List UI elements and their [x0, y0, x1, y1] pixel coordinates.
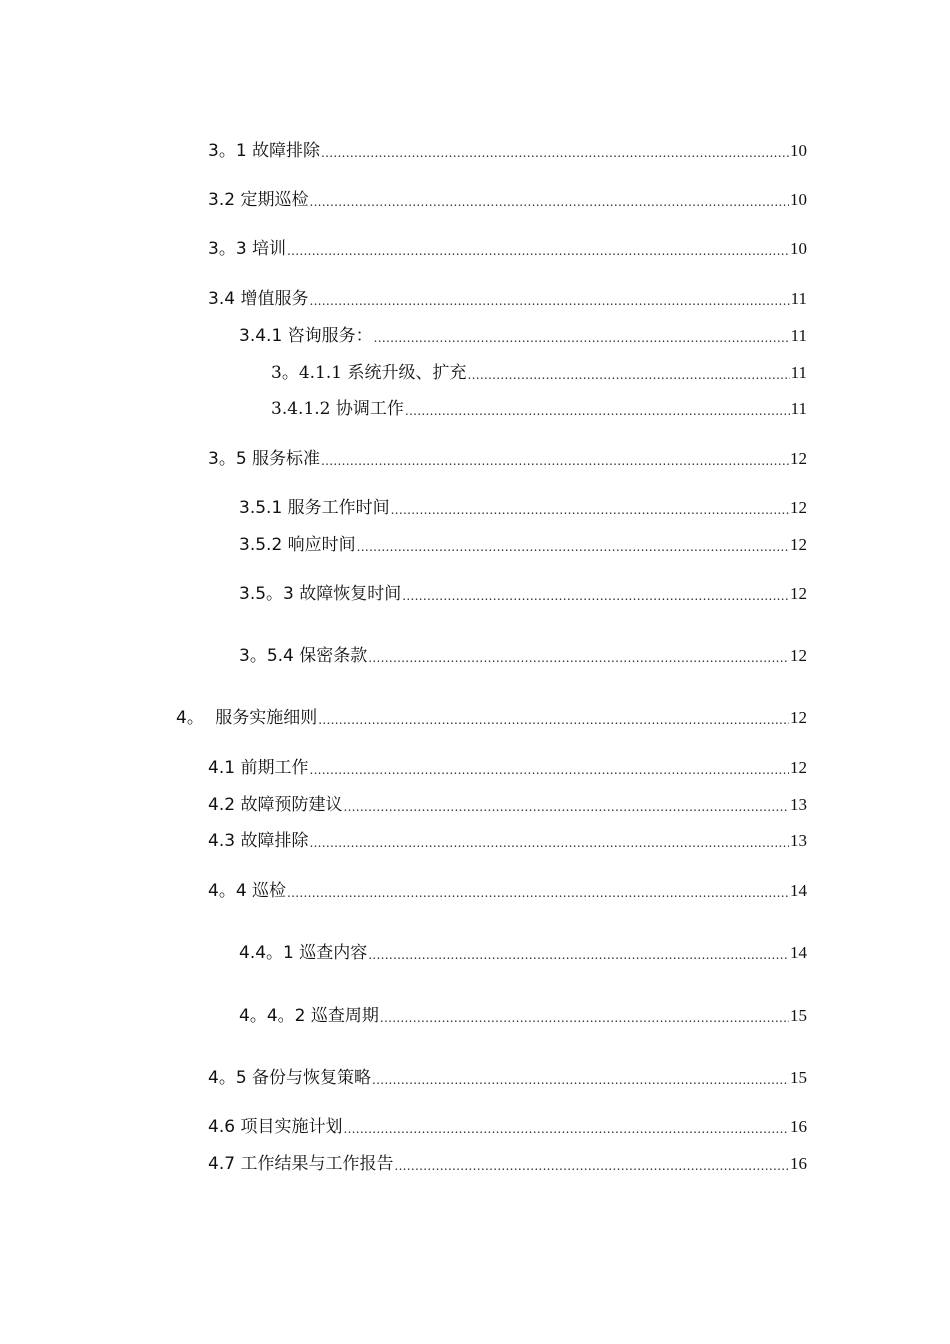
toc-leader-dots: [357, 532, 789, 558]
toc-entry-page: 12: [790, 584, 807, 603]
toc-entry[interactable]: [239, 1003, 807, 1029]
toc-entry-page: 13: [790, 795, 807, 814]
toc-entry-page: 12: [790, 498, 807, 517]
toc-entry-title: 3。1 故障排除: [208, 141, 321, 161]
toc-entry-page: 10: [790, 141, 807, 160]
toc-leader-dots: [402, 581, 789, 607]
toc-entry-title: 4.7 工作结果与工作报告: [208, 1154, 394, 1174]
toc-entry-title: 3.5.1 服务工作时间: [239, 498, 390, 518]
toc-entry[interactable]: [208, 187, 807, 213]
toc-leader-dots: [368, 643, 789, 669]
toc-entry[interactable]: [208, 1114, 807, 1140]
toc-entry[interactable]: [239, 643, 807, 669]
toc-entry-page: 10: [790, 239, 807, 258]
toc-entry-page: 12: [790, 449, 807, 468]
toc-leader-dots: [309, 187, 789, 213]
toc-entry-page: 12: [790, 535, 807, 554]
toc-entry-page: 14: [790, 881, 807, 900]
toc-entry-title: 4.2 故障预防建议: [208, 795, 343, 815]
toc-entry[interactable]: [239, 495, 807, 521]
toc-entry[interactable]: [239, 581, 807, 607]
toc-leader-dots: [343, 1114, 789, 1140]
toc-entry[interactable]: [239, 532, 807, 558]
toc-entry-title: 3。5.4 保密条款: [239, 646, 368, 666]
toc-entry-title: 4。4 巡检: [208, 881, 287, 901]
toc-entry-page: 15: [790, 1006, 807, 1025]
toc-entry-page: 12: [790, 758, 807, 777]
toc-entry-page: 11: [790, 326, 807, 345]
toc-entry[interactable]: [208, 755, 807, 781]
toc-entry-page: 11: [790, 399, 807, 418]
toc-entry-page: 11: [790, 363, 807, 382]
toc-entry-title: 4.1 前期工作: [208, 758, 309, 778]
toc-entry-title: 4.6 项目实施计划: [208, 1117, 343, 1137]
toc-entry[interactable]: [208, 792, 807, 818]
toc-leader-dots: [391, 495, 789, 521]
toc-leader-dots: [318, 705, 789, 731]
toc-entry[interactable]: [208, 1151, 807, 1177]
toc-entry-page: 16: [790, 1117, 807, 1136]
toc-entry-page: 12: [790, 646, 807, 665]
toc-leader-dots: [405, 396, 790, 422]
toc-entry-page: 11: [790, 289, 807, 308]
toc-entry-page: 14: [790, 943, 807, 962]
toc-entry-title: 4。5 备份与恢复策略: [208, 1068, 372, 1088]
toc-entry[interactable]: [208, 138, 807, 164]
toc-entry[interactable]: [208, 236, 807, 262]
toc-entry-title: 3.5.2 响应时间: [239, 535, 356, 555]
toc-entry-title: 4.4。1 巡查内容: [239, 943, 368, 963]
toc-leader-dots: [368, 940, 789, 966]
toc-entry-title: 3.4.1.2 协调工作: [271, 399, 404, 419]
toc-entry-page: 13: [790, 831, 807, 850]
toc-entry[interactable]: [208, 286, 807, 312]
toc-entry-title: 3。3 培训: [208, 239, 287, 259]
toc-entry-title: 3.5。3 故障恢复时间: [239, 584, 402, 604]
toc-entry-title: 3.4 增值服务: [208, 289, 309, 309]
toc-leader-dots: [321, 138, 789, 164]
toc-leader-dots: [321, 446, 789, 472]
toc-leader-dots: [309, 755, 789, 781]
toc-entry[interactable]: [271, 360, 807, 386]
toc-leader-dots: [309, 828, 789, 854]
toc-entry-title: 4。4。2 巡查周期: [239, 1006, 379, 1026]
toc-entry-page: 15: [790, 1068, 807, 1087]
toc-entry-page: 12: [790, 708, 807, 727]
toc-leader-dots: [372, 1065, 789, 1091]
toc-entry-title: 3。5 服务标准: [208, 449, 321, 469]
toc-entry[interactable]: [176, 705, 807, 731]
toc-entry-title: 3。4.1.1 系统升级、扩充: [271, 363, 467, 383]
toc-entry-title: 3.4.1 咨询服务：: [239, 326, 373, 346]
toc-entry[interactable]: [271, 396, 807, 422]
toc-entry-title: 4.3 故障排除: [208, 831, 309, 851]
toc-entry-title: 4。 服务实施细则: [176, 708, 318, 728]
toc-entry[interactable]: [208, 1065, 807, 1091]
toc-entry[interactable]: [208, 828, 807, 854]
toc-leader-dots: [287, 878, 789, 904]
toc-entry-page: 10: [790, 190, 807, 209]
toc-leader-dots: [309, 286, 789, 312]
toc-leader-dots: [343, 792, 789, 818]
toc-entry[interactable]: [208, 446, 807, 472]
toc-leader-dots: [380, 1003, 789, 1029]
toc-entry[interactable]: [239, 323, 807, 349]
toc-leader-dots: [374, 323, 790, 349]
toc-entry-page: 16: [790, 1154, 807, 1173]
toc-entry-title: 3.2 定期巡检: [208, 190, 309, 210]
toc-entry[interactable]: [239, 940, 807, 966]
toc-leader-dots: [467, 360, 789, 386]
toc-entry[interactable]: [208, 878, 807, 904]
toc-leader-dots: [394, 1151, 789, 1177]
toc-leader-dots: [287, 236, 789, 262]
